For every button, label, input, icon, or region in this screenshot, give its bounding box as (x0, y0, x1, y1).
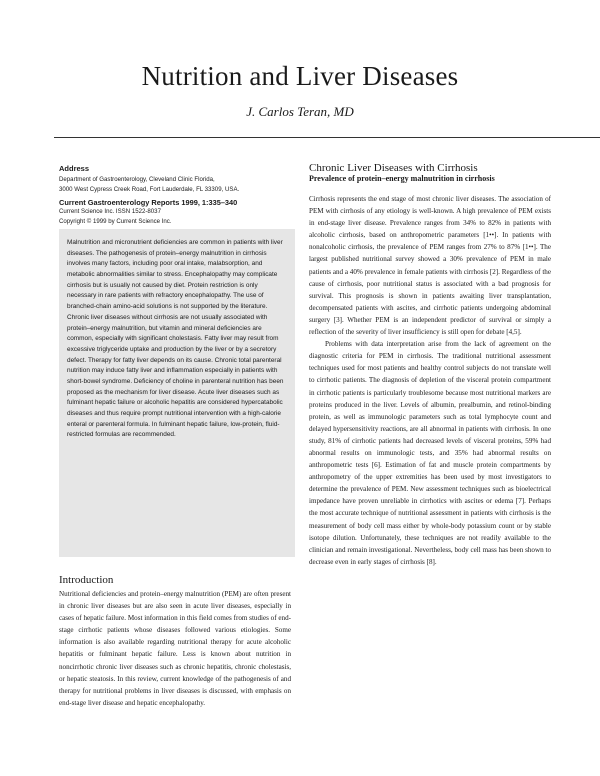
abstract-text: Malnutrition and micronutrient deficiencies are common in patients with liver diseases. The pathogenesis of protein–energy malnutrition in cirrhosis involves many factors, including poor oral intake, malabsorption, and metabolic abnormalities similar to stress. Encephalopathy may complicate cirrhosis but is usually not caused by diet. Protein restriction is only necessary in rare patients with refractory encephalopathy. The use of branched-chain amino-acid solutions is not supported by the literature. Chronic liver diseases without cirrhosis are not usually associated with protein–energy malnutrition, but vitamin and mineral deficiencies are common, especially with significant cholestasis. Fatty liver may result from excessive triglyceride uptake and production by the liver or by a secretory defect. Therapy for fatty liver depends on its cause. Chronic total parenteral nutrition may induce fatty liver and inflammation especially in patients with short-bowel syndrome. Deficiency of choline in parenteral nutrition has been proposed as the mechanism for liver disease. Acute liver diseases such as fulminant hepatic failure or alcoholic hepatitis are considered hypercatabolic diseases and thus require prompt nutritional intervention with a high-calorie enteral or parenteral formula. In fulminant hepatic failure, low-protein, fluid-restricted formulas are recommended. (67, 239, 284, 439)
subsection-heading-prevalence: Prevalence of protein–energy malnutrition in cirrhosis (309, 174, 495, 183)
section-heading-chronic: Chronic Liver Diseases with Cirrhosis (309, 162, 478, 174)
chronic-section-body (309, 193, 551, 568)
copyright-line: Copyright © 1999 by Current Science Inc. (59, 217, 172, 225)
introduction-heading: Introduction (59, 574, 114, 586)
article-author: J. Carlos Teran, MD (246, 104, 354, 119)
title-rule-extension (528, 137, 600, 138)
article-title: Nutrition and Liver Diseases (141, 61, 459, 91)
journal-citation: Current Gastroenterology Reports 1999, 1:335–340 (59, 198, 238, 208)
address-heading: Address (59, 164, 90, 173)
address-line-1: Department of Gastroenterology, Cleveland Clinic Florida, (59, 176, 215, 183)
article-meta (59, 164, 291, 226)
address-line-2: 3000 West Cypress Creek Road, Fort Lauderdale, FL 33309, USA. (59, 185, 240, 193)
paragraph: Problems with data interpretation arise from the lack of agreement on the diagnostic criteria for PEM in cirrhosis. The traditional nutritional assessment techniques used for most patients and healthy control subjects do not translate well to cirrhotic patients. The diagnosis of depletion of the visceral protein compartment in cirrhotic patients is particularly troublesome because most nutritional markers are proteins produced in the liver. Levels of albumin, prealbumin, and retinol-binding protein, as well as immunologic parameters such as total lymphocyte count and delayed hypersensitivity reactions, are all abnormal in patients with cirrhosis. In one study, 81% of cirrhotic patients had decreased levels of visceral proteins, 59% had abnormal results on immunologic tests, and 35% had abnormal results on anthropometric tests [6]. Estimation of fat and muscle protein compartments by anthropometry of the upper extremities has been used by most investigators to determine the prevalence of PEM. New assessment techniques such as bioelectrical impedance have proven unreliable in cirrhotics with ascites or edema [7]. Perhaps the most accurate technique of nutritional assessment in patients with cirrhosis is the measurement of body cell mass either by whole-body potassium count or by stable isotope dilution. Unfortunately, these techniques are not readily available to the clinician and remain investigational. Nevertheless, body cell mass has been shown to decrease even in early stages of cirrhosis [8]. (309, 340, 551, 566)
introduction-text: Nutritional deficiencies and protein–energy malnutrition (PEM) are often present in chronic liver diseases but are also seen in acute liver diseases, especially in cases of hepatic failure. Most information in this field comes from studies of end-stage cirrhotic patients whose diseases followed various etiologies. Some information is also available regarding nutritional therapy for acute alcoholic hepatitis or fulminant hepatic failure. Less is known about nutrition in noncirrhotic chronic liver diseases such as chronic hepatitis, chronic cholestasis, or hepatic steatosis. In this review, current knowledge of the pathogenesis of and therapy for nutritional problems in liver diseases is discussed, with emphasis on end-stage liver disease and hepatic encephalopathy. (59, 590, 291, 707)
issn-line: Current Science Inc. ISSN 1522-8037 (59, 208, 161, 216)
paragraph: Cirrhosis represents the end stage of most chronic liver diseases. The association of PEM with cirrhosis of any etiology is well-known. A high prevalence of PEM exists in end-stage liver disease. Prevalence ranges from 34% to 82% in patients with alcoholic cirrhosis, based on anthropometric parameters [1••]. In patients with nonalcoholic cirrhosis, the prevalence of PEM ranges from 27% to 87% [1••]. The largest published nutritional survey showed a 30% prevalence of PEM in male patients and a 40% prevalence in female patients with cirrhosis [2]. Regardless of the cause of cirrhosis, poor nutritional status is associated with a bad prognosis for survival. This prognosis is shown in patients awaiting liver transplantation, decompensated patients with ascites, and cirrhotic patients undergoing abdominal surgery [3]. Whether PEM is an independent predictor of survival or simply a reflection of the severity of liver insufficiency is still open for debate [4,5]. (309, 195, 551, 337)
abstract-box (59, 229, 295, 557)
title-rule (54, 137, 528, 138)
